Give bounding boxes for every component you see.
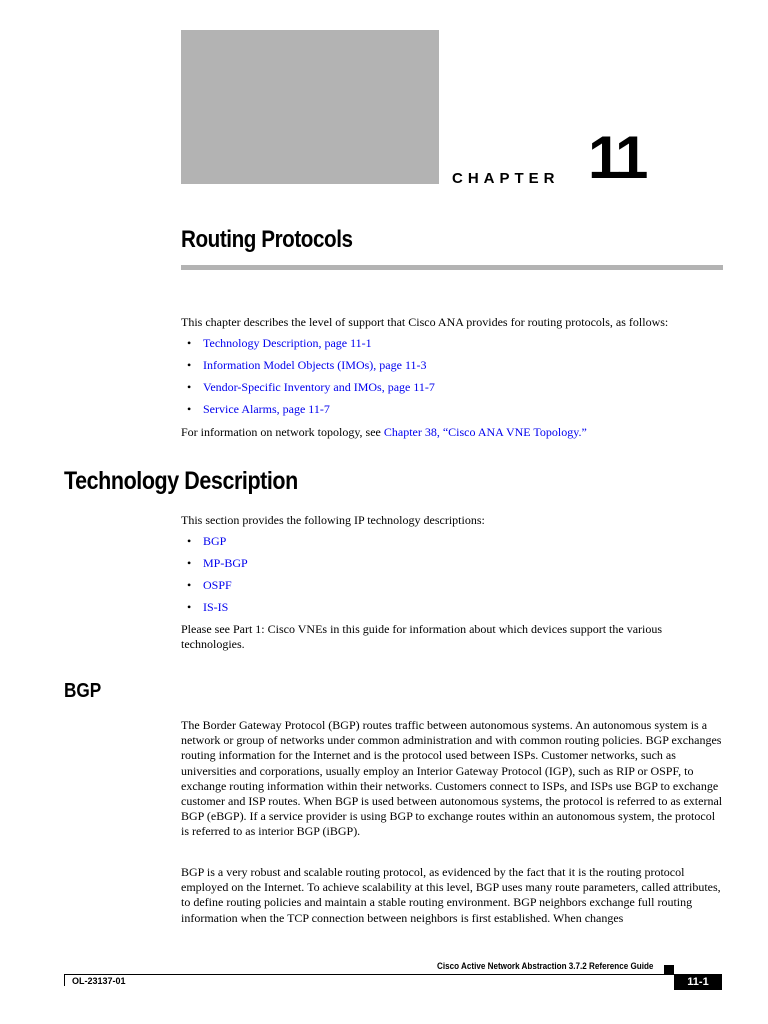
chapter-label: CHAPTER [452, 170, 560, 187]
list-item[interactable] [187, 600, 248, 622]
list-item[interactable] [187, 336, 435, 358]
footer-rule [64, 974, 674, 975]
link-vendor-specific-inventory[interactable]: Vendor-Specific Inventory and IMOs, page 11-7 [203, 380, 435, 394]
tech-note: Please see Part 1: Cisco VNEs in this guide for information about which devices support the various technologies. [181, 622, 663, 652]
link-vne-topology[interactable]: Chapter 38, “Cisco ANA VNE Topology.” [383, 425, 587, 439]
intro-link-list [187, 336, 435, 424]
footer-doc-number: OL-23137-01 [72, 976, 126, 986]
link-ospf[interactable]: OSPF [203, 578, 232, 592]
page-number-badge: 11-1 [674, 974, 722, 990]
footer-guide-title: Cisco Active Network Abstraction 3.7.2 Reference Guide [436, 961, 653, 971]
list-item[interactable] [187, 402, 435, 424]
list-item[interactable] [187, 578, 248, 600]
bgp-paragraph-2: BGP is a very robust and scalable routing protocol, as evidenced by the fact that it is the routing protocol employed on the Internet. To achieve scalability at this level, BGP uses many route parameters, called attributes, to define routing policies and maintain a stable routing environment. BGP neighbors exchange full routing information when the TCP connection between neighbors is first established. When changes [181, 865, 721, 925]
list-item[interactable] [187, 556, 248, 578]
link-is-is[interactable]: IS-IS [203, 600, 229, 614]
link-technology-description[interactable]: Technology Description, page 11-1 [203, 336, 372, 350]
chapter-title: Routing Protocols [181, 226, 353, 253]
bgp-paragraph-1: The Border Gateway Protocol (BGP) routes traffic between autonomous systems. An autonomous system is a network or group of networks under common administration and with common routing policies. BGP exchanges routing information for the Internet and is the protocol used between ISPs. Customer networks, such as universities and corporations, usually employ an Interior Gateway Protocol (IGP), such as RIP or OSPF, to exchange routing information within their networks. Customers connect to ISPs, and ISPs use BGP to exchange customer and ISP routes. When BGP is used between autonomous systems, the protocol is referred to as external BGP (eBGP). If a service provider is using BGP to exchange routes within an autonomous system, the protocol is referred to as interior BGP (iBGP). [181, 718, 723, 839]
section-heading-technology: Technology Description [64, 467, 298, 495]
link-bgp[interactable]: BGP [203, 534, 227, 548]
topology-paragraph [181, 425, 726, 440]
footer-tick [64, 974, 65, 986]
title-rule [181, 265, 723, 270]
link-information-model-objects[interactable]: Information Model Objects (IMOs), page 11-3 [203, 358, 427, 372]
list-item[interactable] [187, 358, 435, 380]
section-heading-bgp: BGP [64, 680, 102, 702]
intro-paragraph: This chapter describes the level of support that Cisco ANA provides for routing protocols, as follows: [181, 315, 669, 329]
link-service-alarms[interactable]: Service Alarms, page 11-7 [203, 402, 330, 416]
link-mp-bgp[interactable]: MP-BGP [203, 556, 248, 570]
footer-marker [664, 965, 674, 974]
chapter-decoration-block [181, 30, 439, 184]
tech-intro: This section provides the following IP technology descriptions: [181, 513, 485, 527]
list-item[interactable] [187, 534, 248, 556]
list-item[interactable] [187, 380, 435, 402]
topology-prefix: For information on network topology, see [181, 425, 384, 439]
chapter-number: 11 [588, 124, 646, 191]
tech-link-list [187, 534, 248, 622]
